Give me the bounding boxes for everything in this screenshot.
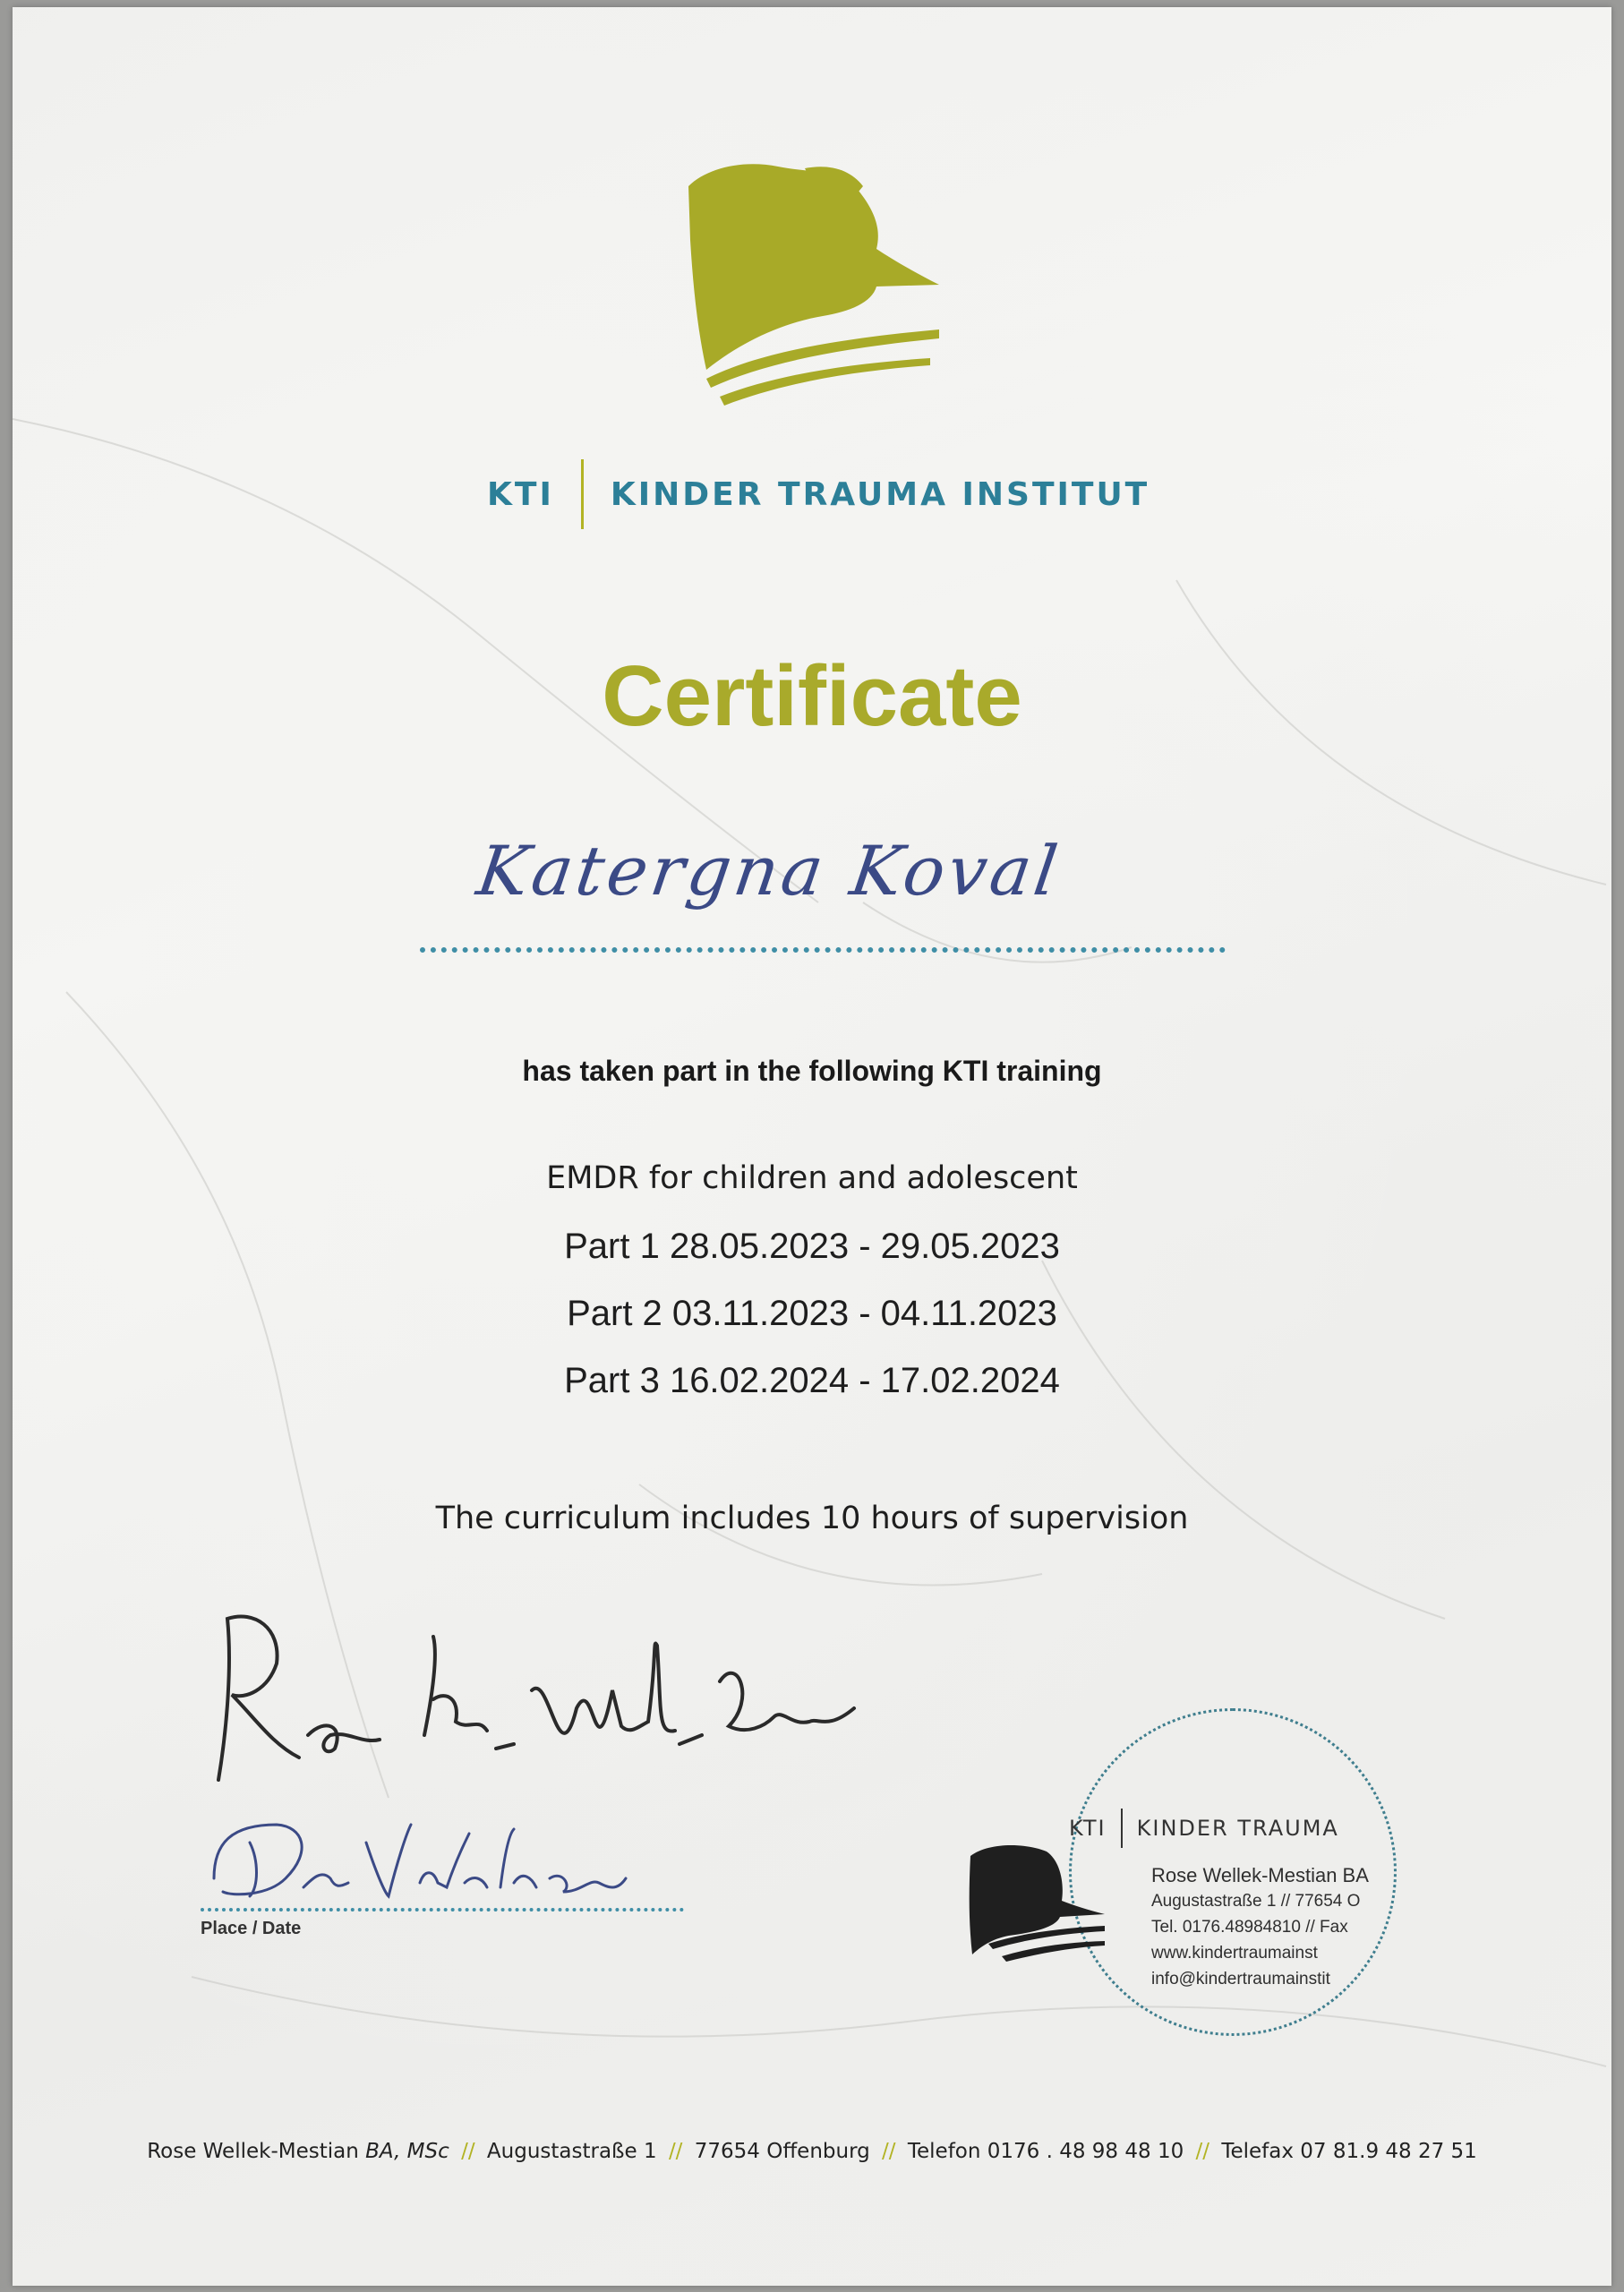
part-line: Part 1 28.05.2023 - 29.05.2023 — [564, 1227, 1060, 1266]
institute-stamp — [962, 1708, 1427, 2066]
place-date-line — [201, 1908, 684, 1911]
stamp-brand-full: KINDER TRAUMA — [1136, 1816, 1339, 1841]
lead-text: has taken part in the following KTI training — [522, 1055, 1102, 1087]
part-line: Part 3 16.02.2024 - 17.02.2024 — [564, 1361, 1060, 1400]
curriculum-text: The curriculum includes 10 hours of supervision — [435, 1501, 1189, 1536]
name-dotted-line — [420, 947, 1226, 953]
recipient-name: Katergna Koval — [472, 831, 1066, 911]
stamp-divider — [1121, 1809, 1123, 1848]
footer-degree: BA, MSc — [365, 2140, 449, 2163]
signature-1 — [192, 1601, 908, 1798]
footer-city: 77654 Offenburg — [694, 2140, 870, 2163]
footer-separator: // — [461, 2140, 475, 2163]
brand-short: KTI — [487, 475, 554, 513]
footer-fax: Telefax 07 81.9 48 27 51 — [1221, 2140, 1477, 2163]
footer-separator: // — [882, 2140, 896, 2163]
certificate-page — [13, 7, 1611, 2286]
footer-name: Rose Wellek-Mestian — [147, 2140, 359, 2163]
brand-divider — [581, 459, 584, 529]
place-date-label: Place / Date — [201, 1919, 302, 1938]
course-title: EMDR for children and adolescent — [546, 1160, 1078, 1196]
stamp-brand — [1069, 1809, 1339, 1848]
stamp-line: Augustastraße 1 // 77654 O — [1151, 1892, 1361, 1911]
brand-full: KINDER TRAUMA INSTITUT — [610, 475, 1150, 513]
part-line: Part 2 03.11.2023 - 04.11.2023 — [567, 1294, 1057, 1333]
stamp-address — [1151, 1862, 1369, 1992]
footer-address — [13, 2140, 1611, 2163]
brush-stroke-logo-icon — [671, 150, 975, 410]
stamp-line: www.kindertraumainst — [1151, 1944, 1318, 1963]
footer-street: Augustastraße 1 — [486, 2140, 657, 2163]
stamp-line: info@kindertraumainstit — [1151, 1970, 1330, 1988]
certificate-title: Certificate — [602, 648, 1022, 744]
stamp-line: Tel. 0176.48984810 // Fax — [1151, 1918, 1348, 1937]
stamp-line: Rose Wellek-Mestian BA — [1151, 1864, 1369, 1886]
signature-2 — [196, 1807, 697, 1905]
footer-separator: // — [668, 2140, 683, 2163]
footer-phone: Telefon 0176 . 48 98 48 10 — [907, 2140, 1184, 2163]
footer-separator: // — [1195, 2140, 1210, 2163]
stamp-brand-short: KTI — [1069, 1816, 1107, 1841]
stamp-brush-logo-icon — [962, 1838, 1114, 1963]
brand-wordmark — [487, 459, 1150, 529]
